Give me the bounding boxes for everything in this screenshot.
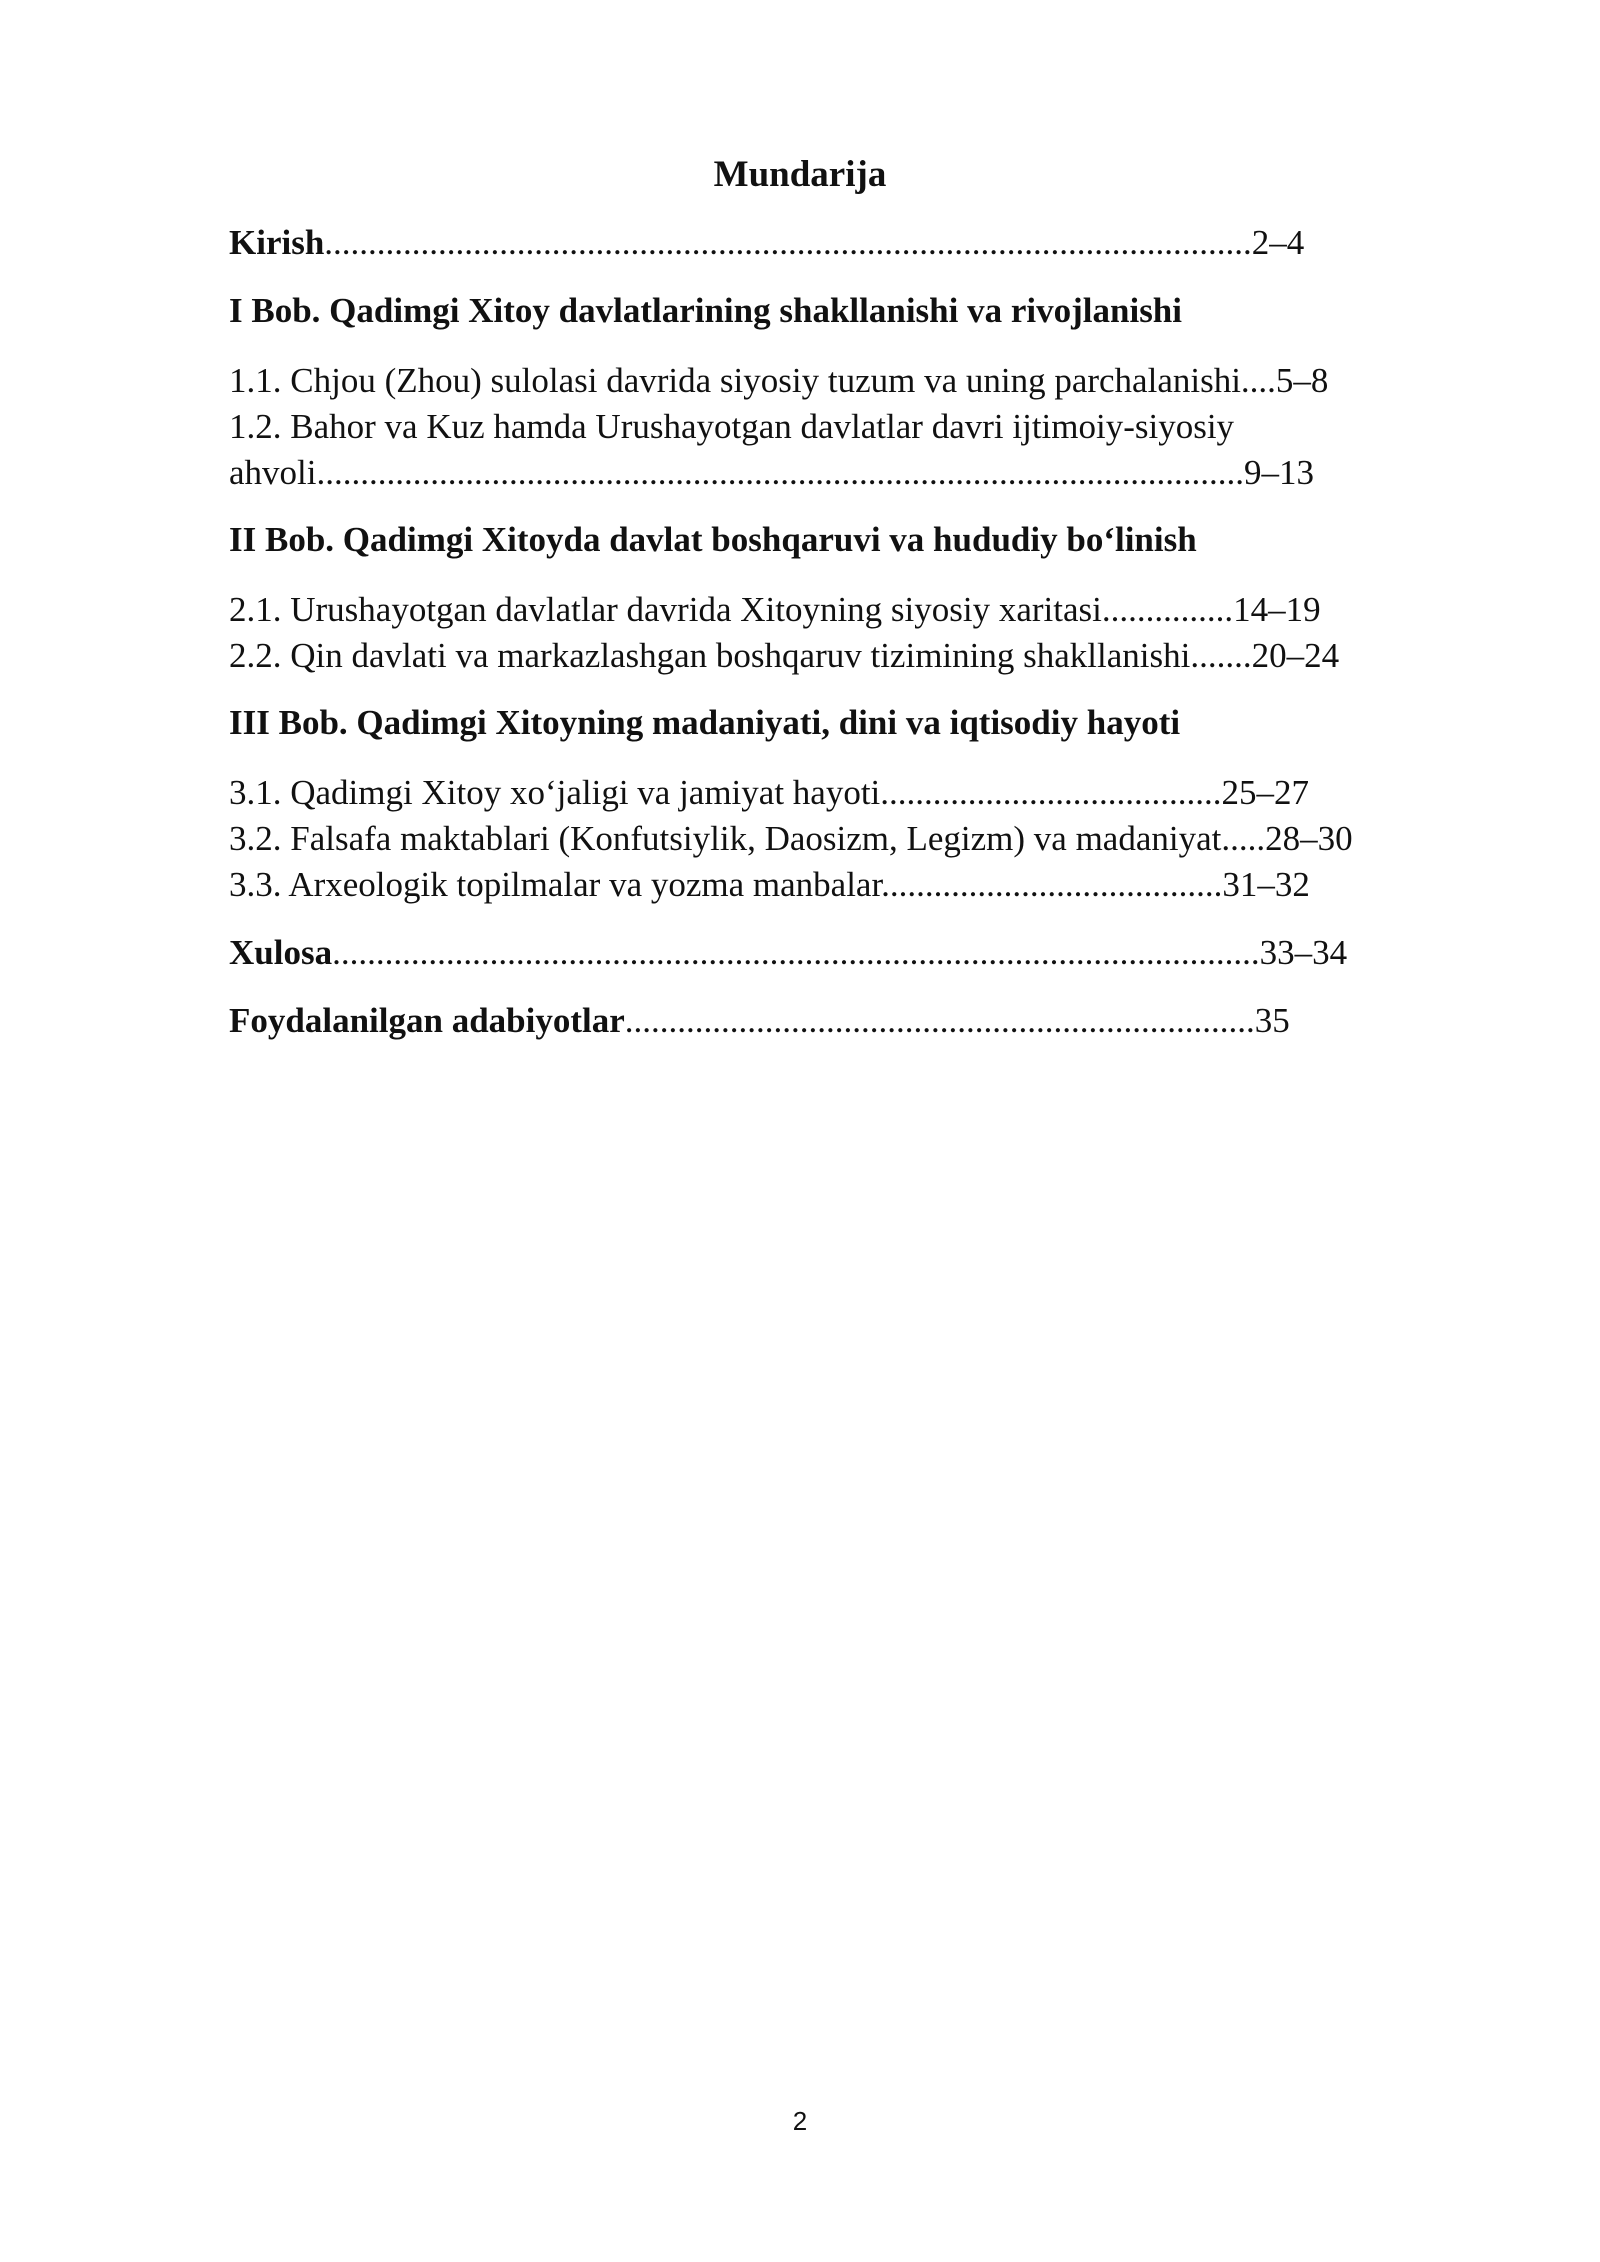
- toc-leader-dots: ..........................................................................................................: [324, 223, 1252, 262]
- toc-chapter-1: I Bob. Qadimgi Xitoy davlatlarining shakllanishi va rivojlanishi: [229, 291, 1182, 330]
- toc-section-1-1: 1.1. Chjou (Zhou) sulolasi davrida siyosiy tuzum va uning parchalanishi....5–8: [229, 361, 1329, 400]
- toc-section-1-2-line1: 1.2. Bahor va Kuz hamda Urushayotgan davlatlar davri ijtimoiy-siyosiy: [229, 407, 1235, 446]
- toc-entry-adabiyotlar: [229, 998, 1290, 1044]
- page-number: 2: [792, 2106, 808, 2136]
- toc-section-2-2: 2.2. Qin davlati va markazlashgan boshqaruv tizimining shakllanishi.......20–24: [229, 636, 1340, 675]
- toc-leader-dots: ........................................................................: [624, 1001, 1255, 1040]
- toc-section-1-2-line2: ahvoli..........................................................................................................9–13: [229, 453, 1314, 492]
- toc-page-range: 2–4: [1251, 223, 1305, 262]
- toc-chapter-3: III Bob. Qadimgi Xitoyning madaniyati, dini va iqtisodiy hayoti: [229, 703, 1181, 742]
- toc-page-range: 35: [1254, 1001, 1290, 1040]
- toc-section-3-2: 3.2. Falsafa maktablari (Konfutsiylik, Daosizm, Legizm) va madaniyat.....28–30: [229, 819, 1353, 858]
- toc-entry-label: Foydalanilgan adabiyotlar: [229, 1001, 625, 1040]
- toc-entry-kirish: [229, 220, 1304, 266]
- toc-leader-dots: ..........................................................................................................: [332, 933, 1260, 972]
- toc-entry-label: Kirish: [229, 223, 325, 262]
- toc-section-3-3: 3.3. Arxeologik topilmalar va yozma manbalar.......................................31–32: [229, 865, 1310, 904]
- toc-entry-xulosa: [229, 930, 1347, 976]
- toc-page-range: 33–34: [1259, 933, 1348, 972]
- toc-chapter-2: II Bob. Qadimgi Xitoyda davlat boshqaruvi va hududiy bo‘linish: [229, 520, 1197, 559]
- toc-title: Mundarija: [713, 154, 887, 195]
- toc-entry-label: Xulosa: [229, 933, 333, 972]
- toc-section-3-1: 3.1. Qadimgi Xitoy xo‘jaligi va jamiyat hayoti.......................................25–27: [229, 773, 1310, 812]
- toc-section-2-1: 2.1. Urushayotgan davlatlar davrida Xitoyning siyosiy xaritasi...............14–19: [229, 590, 1321, 629]
